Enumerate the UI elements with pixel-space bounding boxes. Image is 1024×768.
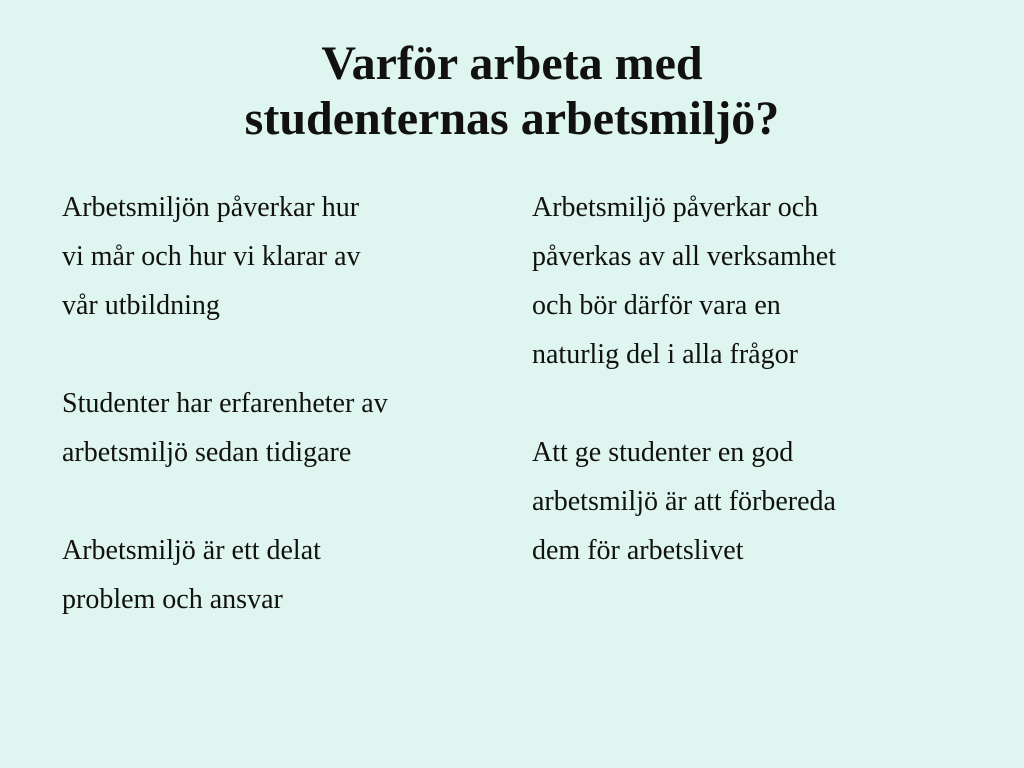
text-line: arbetsmiljö sedan tidigare <box>62 437 352 468</box>
left-paragraph-1 <box>62 183 492 330</box>
slide-title-line-2: studenternas arbetsmiljö? <box>244 92 780 145</box>
left-paragraph-3 <box>62 526 492 624</box>
text-line: Arbetsmiljön påverkar hur <box>62 192 360 223</box>
paragraph-spacer <box>532 379 982 428</box>
text-line: dem för arbetslivet <box>532 535 744 566</box>
right-text-column <box>532 183 982 575</box>
text-line: Arbetsmiljö påverkar och <box>532 192 819 223</box>
right-paragraph-1 <box>532 183 982 379</box>
left-text-column <box>62 183 492 624</box>
text-line: påverkas av all verksamhet <box>532 241 836 272</box>
text-line: naturlig del i alla frågor <box>532 339 798 370</box>
text-line: Studenter har erfarenheter av <box>62 388 388 419</box>
text-line: vi mår och hur vi klarar av <box>62 241 361 272</box>
text-line: Att ge studenter en god <box>532 437 794 468</box>
slide-title-line-1: Varför arbeta med <box>321 37 703 90</box>
text-line: arbetsmiljö är att förbereda <box>532 486 836 517</box>
text-line: problem och ansvar <box>62 584 283 615</box>
text-line: vår utbildning <box>62 290 220 321</box>
left-paragraph-2 <box>62 379 492 477</box>
right-paragraph-2 <box>532 428 982 575</box>
slide-title <box>0 36 1024 146</box>
paragraph-spacer <box>62 330 492 379</box>
text-line: Arbetsmiljö är ett delat <box>62 535 321 566</box>
paragraph-spacer <box>62 477 492 526</box>
text-line: och bör därför vara en <box>532 290 781 321</box>
